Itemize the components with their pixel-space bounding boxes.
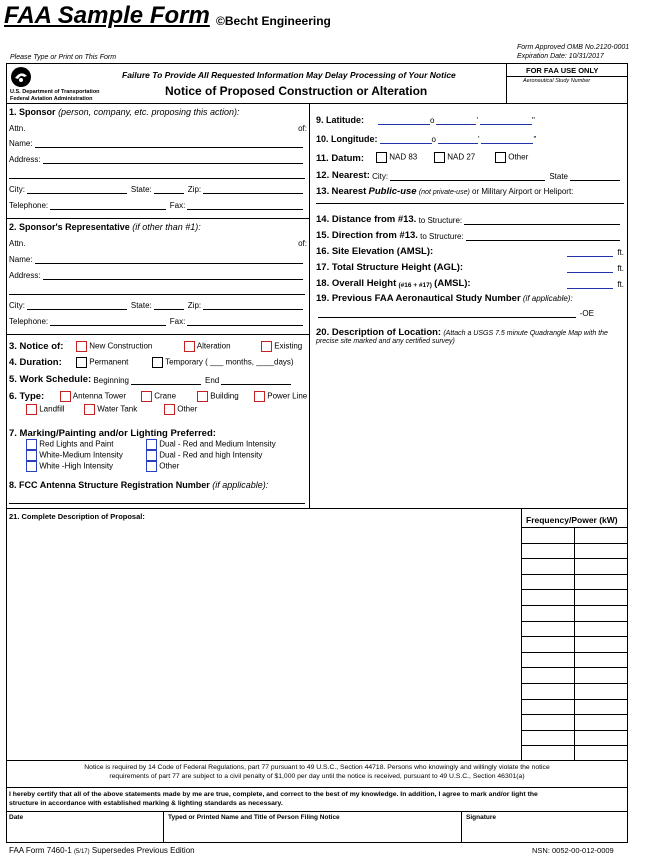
dual-red-high-option[interactable]: Dual - Red and high Intensity [146, 450, 262, 461]
new-construction-option[interactable]: New Construction [76, 341, 152, 352]
checkbox[interactable] [26, 461, 37, 472]
frequency-row[interactable] [521, 714, 628, 715]
checkbox[interactable] [376, 152, 387, 163]
address-line-2[interactable] [9, 178, 305, 179]
power-line-option[interactable]: Power Line [254, 391, 307, 402]
omb-number: Form Approved OMB No.2120-0001 [517, 44, 630, 51]
name-field[interactable]: Name: [9, 139, 307, 148]
checkbox[interactable] [146, 439, 157, 450]
fcc-number-input[interactable] [9, 503, 305, 504]
faa-use-label: FOR FAA USE ONLY [526, 66, 599, 75]
checkbox[interactable] [26, 450, 37, 461]
nearest-city-row[interactable]: 12. Nearest: City: State [316, 170, 624, 181]
checkbox[interactable] [76, 341, 87, 352]
alteration-option[interactable]: Alteration [184, 341, 231, 352]
checkbox[interactable] [197, 391, 208, 402]
checkbox[interactable] [152, 357, 163, 368]
overall-height-row[interactable]: 18. Overall Height (#16 + #17) (AMSL): ft. [316, 278, 624, 289]
frequency-row[interactable] [521, 699, 628, 700]
checkbox[interactable] [141, 391, 152, 402]
existing-option[interactable]: Existing [261, 341, 302, 352]
checkbox[interactable] [261, 341, 272, 352]
section-6-label: 6. Type: [9, 391, 45, 402]
section-2-header: 2. Sponsor's Representative (if other than #1): [9, 222, 201, 232]
antenna-tower-option[interactable]: Antenna Tower [60, 391, 126, 402]
telephone-fax-row[interactable]: Telephone: Fax: [9, 201, 307, 210]
section-20-note: precise site marked and any certified survey) [316, 338, 455, 345]
checkbox[interactable] [76, 357, 87, 368]
city-state-zip-row[interactable]: City: State: Zip: [9, 301, 307, 310]
type-note: Please Type or Print on This Form [10, 54, 117, 61]
telephone-fax-row[interactable]: Telephone: Fax: [9, 317, 307, 326]
other-datum-option[interactable]: Other [495, 152, 528, 163]
latitude-row[interactable]: 9. Latitude: o ' " [316, 115, 535, 125]
checkbox[interactable] [146, 450, 157, 461]
checkbox[interactable] [164, 404, 175, 415]
form-title: Notice of Proposed Construction or Alteration [165, 84, 428, 98]
divider [6, 103, 628, 104]
checkbox[interactable] [254, 391, 265, 402]
attn-row: Attn. of: [9, 124, 307, 133]
frequency-row[interactable] [521, 683, 628, 684]
frequency-row[interactable] [521, 667, 628, 668]
site-elevation-row[interactable]: 16. Site Elevation (AMSL): ft. [316, 246, 624, 257]
white-medium-option[interactable]: White-Medium Intensity [26, 450, 123, 461]
frequency-row[interactable] [521, 730, 628, 731]
divider [6, 218, 309, 219]
divider [309, 103, 310, 508]
signature-field[interactable]: Signature [466, 814, 496, 821]
attn-row: Attn. of: [9, 239, 307, 248]
dept-label: U.S. Department of Transportation [10, 89, 100, 95]
printed-name-field[interactable]: Typed or Printed Name and Title of Person Filing Notice [168, 814, 340, 821]
checkbox[interactable] [84, 404, 95, 415]
checkbox[interactable] [495, 152, 506, 163]
section-1-header: 1. Sponsor (person, company, etc. proposing this action): [9, 107, 240, 117]
longitude-row[interactable]: 10. Longitude: o ' " [316, 134, 537, 144]
checkbox[interactable] [146, 461, 157, 472]
section-21-label: 21. Complete Description of Proposal: [9, 512, 145, 521]
divider [6, 334, 309, 335]
divider [6, 760, 628, 761]
warning-text: Failure To Provide All Requested Information May Delay Processing of Your Notice [122, 70, 456, 80]
red-lights-option[interactable]: Red Lights and Paint [26, 439, 114, 450]
divider [461, 811, 462, 842]
other-type-option[interactable]: Other [164, 404, 197, 415]
water-tank-option[interactable]: Water Tank [84, 404, 137, 415]
certification-text-2: structure in accordance with established marking & lighting standards as necessary. [9, 800, 283, 807]
airport-input[interactable] [316, 203, 624, 204]
study-number-input[interactable]: -OE [316, 309, 594, 318]
crane-option[interactable]: Crane [141, 391, 176, 402]
divider [574, 527, 575, 760]
datum-label: 11. Datum: [316, 153, 365, 164]
nad83-option[interactable]: NAD 83 [376, 152, 417, 163]
city-state-zip-row[interactable]: City: State: Zip: [9, 185, 307, 194]
frequency-row[interactable] [521, 652, 628, 653]
frequency-row[interactable] [521, 574, 628, 575]
notice-text-2: requirements of part 77 are subject to a civil penalty of $1,000 per day until the notice is received, pursuant to 49 U.S.C., Section 46301(a) [109, 773, 525, 780]
checkbox[interactable] [60, 391, 71, 402]
section-4-label: 4. Duration: [9, 357, 62, 368]
agency-label: Federal Aviation Administration [10, 96, 93, 102]
frequency-row[interactable] [521, 621, 628, 622]
checkbox[interactable] [26, 439, 37, 450]
checkbox[interactable] [26, 404, 37, 415]
description-input[interactable] [8, 522, 518, 757]
nsn-number: NSN: 0052-00-012-0009 [532, 846, 614, 855]
address-field[interactable]: Address: [9, 155, 307, 164]
frequency-row[interactable] [521, 543, 628, 544]
date-field[interactable]: Date [9, 814, 24, 821]
frequency-row[interactable] [521, 589, 628, 590]
certification-text-1: I hereby certify that all of the above statements made by me are true, complete, and correct to the best of my knowledge. In addition, I agree to mark and/or light the [9, 791, 538, 798]
frequency-row[interactable] [521, 605, 628, 606]
expiration-date: Expiration Date: 10/31/2017 [517, 53, 604, 60]
frequency-row[interactable] [521, 558, 628, 559]
divider [506, 76, 628, 77]
distance-row[interactable]: 14. Distance from #13. to Structure: [316, 214, 624, 225]
study-number-label: Aeronautical Study Number [523, 78, 591, 84]
other-lighting-option[interactable]: Other [146, 461, 179, 472]
form-number: FAA Form 7460-1 (5/17) Supersedes Previous Edition [9, 846, 195, 855]
section-20-label: 20. Description of Location: (Attach a USGS 7.5 minute Quadrangle Map with the [316, 327, 608, 338]
building-option[interactable]: Building [197, 391, 239, 402]
divider [6, 811, 628, 812]
frequency-header: Frequency/Power (kW) [526, 515, 618, 525]
section-8-label: 8. FCC Antenna Structure Registration Number (if applicable): [9, 480, 269, 490]
frequency-row[interactable] [521, 527, 628, 528]
permanent-option[interactable]: Permanent [76, 357, 128, 368]
checkbox[interactable] [434, 152, 445, 163]
structure-height-row[interactable]: 17. Total Structure Height (AGL): ft. [316, 262, 624, 273]
section-7-label: 7. Marking/Painting and/or Lighting Preferred: [9, 428, 216, 439]
checkbox[interactable] [184, 341, 195, 352]
landfill-option[interactable]: Landfill [26, 404, 65, 415]
section-19-label: 19. Previous FAA Aeronautical Study Number (if applicable): [316, 293, 573, 304]
nad27-option[interactable]: NAD 27 [434, 152, 475, 163]
temporary-option[interactable]: Temporary ( ___ months, ____days) [152, 357, 294, 368]
divider [163, 811, 164, 842]
dual-red-medium-option[interactable]: Dual - Red and Medium Intensity [146, 439, 276, 450]
section-13-label: 13. Nearest Public-use (not private-use) or Military Airport or Heliport: [316, 186, 574, 197]
divider [6, 787, 628, 788]
page-title: FAA Sample Form [4, 2, 210, 29]
name-field[interactable]: Name: [9, 255, 307, 264]
notice-text-1: Notice is required by 14 Code of Federal Regulations, part 77 pursuant to 49 U.S.C., Section 44718. Persons who knowingly and willingly violate the notice [84, 764, 550, 771]
frequency-row[interactable] [521, 745, 628, 746]
work-schedule-row[interactable]: 5. Work Schedule: Beginning End [9, 374, 307, 385]
direction-row[interactable]: 15. Direction from #13. to Structure: [316, 230, 624, 241]
address-line-2[interactable] [9, 294, 305, 295]
frequency-row[interactable] [521, 636, 628, 637]
address-field[interactable]: Address: [9, 271, 307, 280]
section-3-label: 3. Notice of: [9, 341, 64, 352]
white-high-option[interactable]: White -High Intensity [26, 461, 113, 472]
copyright: ©Becht Engineering [216, 14, 331, 28]
